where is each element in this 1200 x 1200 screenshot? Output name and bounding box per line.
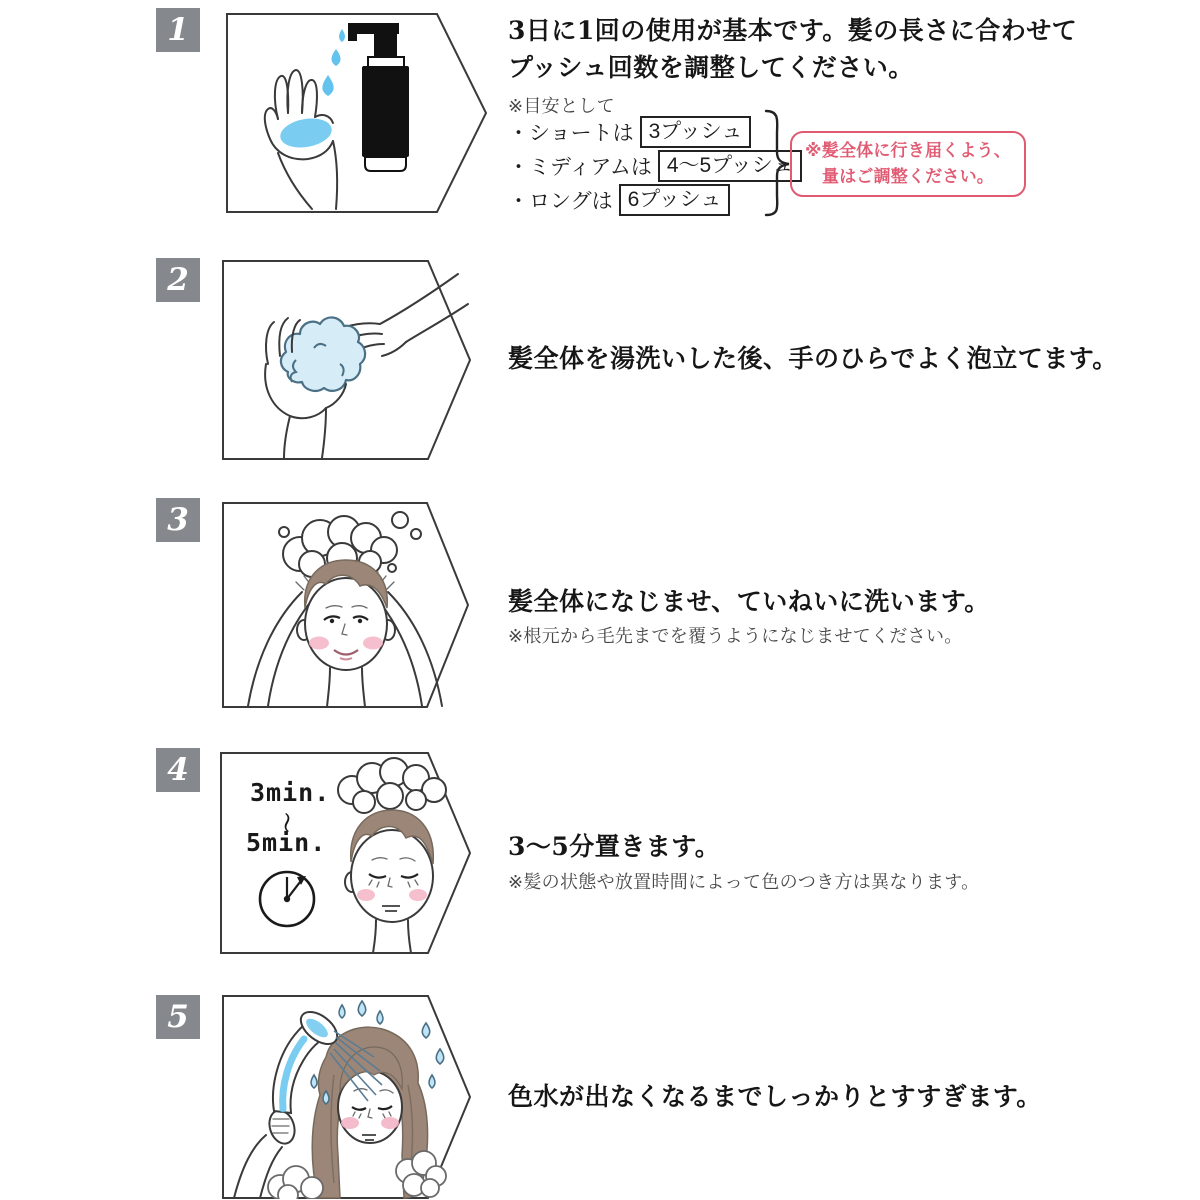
step-number: 4 bbox=[167, 752, 189, 788]
curly-brace-icon bbox=[760, 108, 794, 218]
bullet-label: ・ミディアムは bbox=[508, 156, 652, 179]
push-count-medium bbox=[508, 150, 802, 182]
step-5-heading: 色水が出なくなるまでしっかりとすすぎます。 bbox=[508, 1082, 1042, 1111]
step-1-number-badge bbox=[156, 8, 200, 52]
cheek-blush bbox=[341, 1117, 359, 1129]
push-count-box: 6プッシュ bbox=[619, 184, 731, 216]
step-5-illustration-frame bbox=[222, 995, 472, 1199]
callout-line-2: 量はご調整ください。 bbox=[822, 167, 994, 186]
cheek-blush bbox=[363, 637, 383, 650]
cheek-blush bbox=[309, 637, 329, 650]
rinse-face-icon bbox=[338, 1047, 402, 1143]
push-count-box: 3プッシュ bbox=[640, 116, 752, 148]
step-number: 2 bbox=[167, 262, 189, 298]
push-count-long bbox=[508, 184, 730, 216]
heading-line-2: プッシュ回数を調整してください。 bbox=[508, 53, 914, 82]
step-number: 1 bbox=[167, 12, 189, 48]
cheek-blush bbox=[381, 1117, 399, 1129]
heading-line-1: 3日に1回の使用が基本です。髪の長さに合わせて bbox=[508, 16, 1078, 45]
push-count-box: 4〜5プッシュ bbox=[658, 150, 802, 182]
step-4-number-badge bbox=[156, 748, 200, 792]
step-1-illustration-frame bbox=[226, 13, 488, 213]
step-5-number-badge bbox=[156, 995, 200, 1039]
timer-min-label: 3min. bbox=[250, 778, 331, 807]
clock-icon bbox=[260, 872, 314, 926]
amount-adjust-callout bbox=[790, 131, 1026, 197]
guide-label: ※目安として bbox=[508, 96, 615, 116]
step-number: 3 bbox=[167, 502, 189, 538]
cheek-blush bbox=[409, 889, 427, 901]
step-number: 5 bbox=[167, 999, 189, 1035]
step-2-heading: 髪全体を湯洗いした後、手のひらでよく泡立てます。 bbox=[508, 344, 1118, 373]
step-3-illustration-frame bbox=[222, 502, 470, 708]
step-2-number-badge bbox=[156, 258, 200, 302]
step-4-note: ※髪の状態や放置時間によって色のつき方は異なります。 bbox=[508, 872, 980, 892]
step-3-note: ※根元から毛先までを覆うようになじませてください。 bbox=[508, 626, 963, 646]
step-4-heading: 3〜5分置きます。 bbox=[508, 832, 721, 861]
callout-line-1: ※髪全体に行き届くよう、 bbox=[805, 141, 1011, 160]
cheek-blush bbox=[357, 889, 375, 901]
timer-max-label: 5min. bbox=[246, 828, 327, 857]
bullet-label: ・ロングは bbox=[508, 190, 613, 213]
push-count-short bbox=[508, 116, 751, 148]
step-3-number-badge bbox=[156, 498, 200, 542]
step-2-illustration-frame bbox=[222, 260, 472, 460]
bullet-label: ・ショートは bbox=[508, 122, 634, 145]
step-1-heading bbox=[508, 12, 1077, 86]
step-3-heading: 髪全体になじませ、ていねいに洗います。 bbox=[508, 587, 990, 616]
timer-tilde: 〜 bbox=[274, 812, 297, 833]
